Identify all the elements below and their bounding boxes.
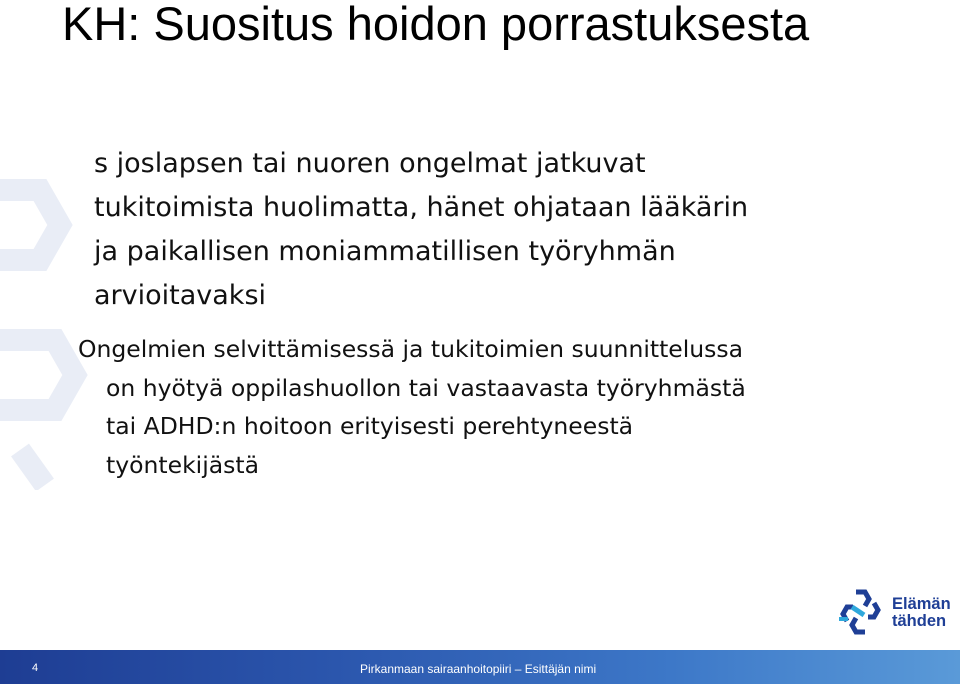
slide-number: 4: [32, 662, 39, 674]
paragraph-1-line: s joslapsen tai nuoren ongelmat jatkuvat: [94, 148, 646, 179]
footer-bar: [0, 650, 960, 684]
paragraph-2-line: tai ADHD:n hoitoon erityisesti perehtyneestä: [106, 412, 634, 440]
slide-title: KH: Suositus hoidon porrastuksesta: [62, 0, 810, 50]
logo-line-2: tähden: [892, 612, 947, 630]
paragraph-1-line: tukitoimista huolimatta, hänet ohjataan lääkärin: [94, 192, 749, 223]
background-watermark: [0, 150, 90, 490]
paragraph-1: [94, 142, 914, 318]
paragraph-1-line: ja paikallisen moniammatillisen työryhmän: [94, 236, 676, 267]
footer-text: Pirkanmaan sairaanhoitopiiri – Esittäjän nimi: [360, 662, 597, 676]
paragraph-2-line: työntekijästä: [106, 450, 259, 479]
paragraph-2-line: Ongelmien selvittämisessä ja tukitoimien suunnittelussa: [78, 335, 744, 363]
paragraph-2: [78, 330, 938, 484]
paragraph-1-line: arvioitavaksi: [94, 280, 267, 311]
paragraph-2-line: on hyötyä oppilashuollon tai vastaavasta työryhmästä: [106, 373, 746, 402]
logo-text: [892, 596, 951, 630]
logo-line-1: Elämän: [892, 595, 951, 613]
